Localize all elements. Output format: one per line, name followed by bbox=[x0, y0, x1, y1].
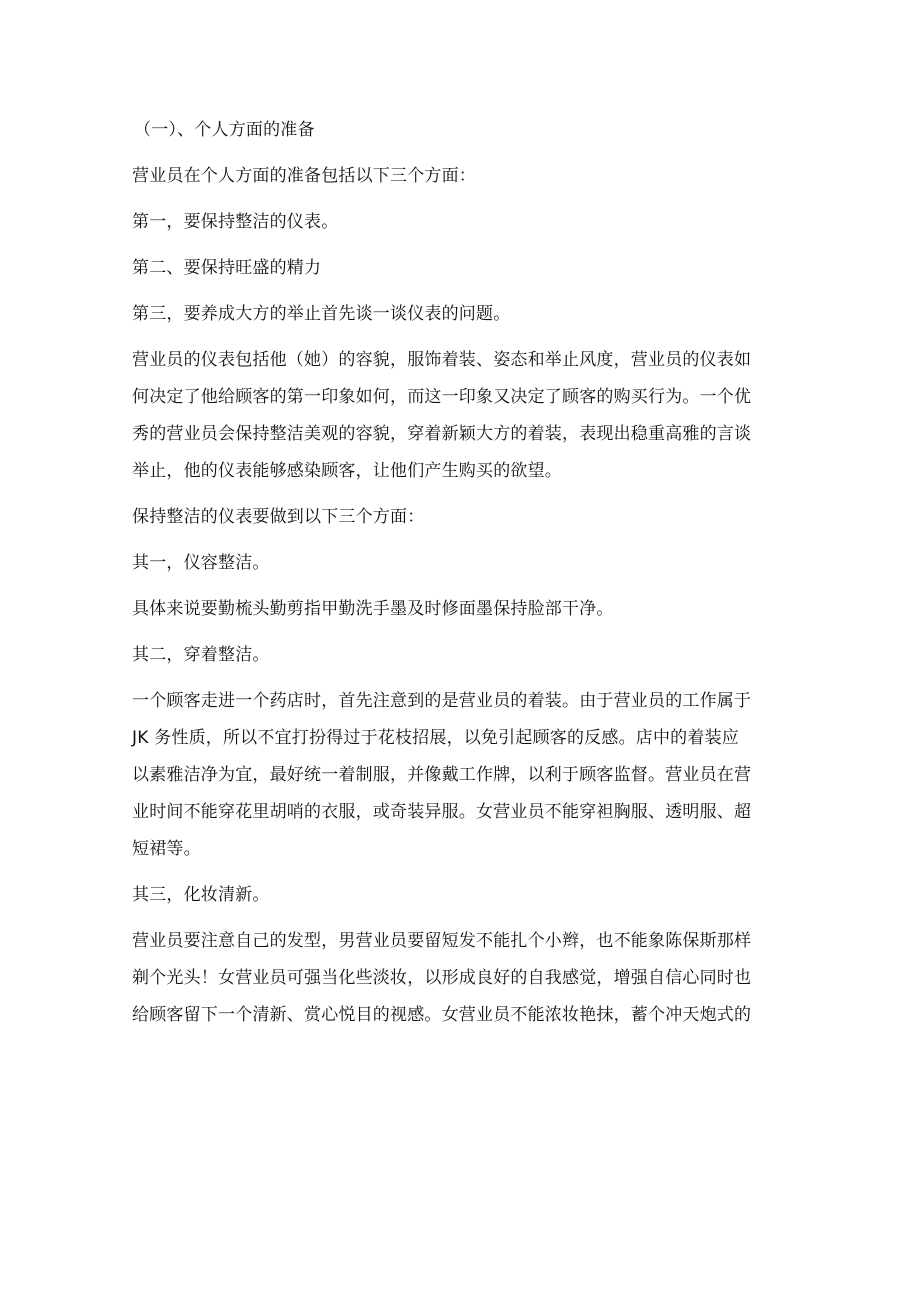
section-heading bbox=[134, 112, 796, 149]
text-line: 第三，要养成大方的举止首先谈一谈仪表的问题。 bbox=[132, 304, 511, 324]
paragraph-point-1 bbox=[132, 204, 796, 241]
paragraph-sub-3-detail bbox=[132, 923, 796, 1034]
paragraph-sub-1-detail bbox=[132, 591, 796, 628]
paragraph-appearance bbox=[132, 342, 796, 490]
text-line: 短裙等。 bbox=[132, 839, 201, 859]
text-line: JK 务性质，所以不宜打扮得过于花枝招展，以免引起顾客的反感。店中的着装应 bbox=[132, 728, 739, 748]
text-line: 给顾客留下一个清新、赏心悦目的视感。女营业员不能浓妆艳抹，蓄个冲天炮式的 bbox=[132, 1005, 752, 1025]
paragraph-sub-2 bbox=[132, 637, 796, 674]
text-line: 第二、要保持旺盛的精力 bbox=[132, 258, 322, 278]
text-line: 剃个光头！女营业员可强当化些淡妆，以形成良好的自我感觉，增强自信心同时也 bbox=[132, 968, 752, 988]
text-line: （一）、个人方面的准备 bbox=[134, 120, 315, 140]
text-line: 其二，穿着整洁。 bbox=[132, 645, 270, 665]
text-line: 其三，化妆清新。 bbox=[132, 885, 270, 905]
document-body bbox=[132, 112, 796, 1043]
text-line: 以素雅洁净为宜，最好统一着制服，并像戴工作牌，以利于顾客监督。营业员在营 bbox=[132, 765, 752, 785]
text-line: 具体来说要勤梳头勤剪指甲勤洗手墨及时修面墨保持脸部干净。 bbox=[132, 599, 614, 619]
text-line: 业时间不能穿花里胡哨的衣服，或奇装异服。女营业员不能穿袒胸服、透明服、超 bbox=[132, 802, 752, 822]
text-line: 营业员在个人方面的准备包括以下三个方面： bbox=[132, 166, 476, 186]
text-line: 营业员的仪表包括他（她）的容貌，服饰着装、姿态和举止风度，营业员的仪表如 bbox=[132, 350, 752, 370]
paragraph-point-2 bbox=[132, 250, 796, 287]
text-line: 秀的营业员会保持整洁美观的容貌，穿着新颖大方的着装，表现出稳重高雅的言谈 bbox=[132, 424, 752, 444]
paragraph-tidy-intro bbox=[132, 499, 796, 536]
text-line: 何决定了他给顾客的第一印象如何，而这一印象又决定了顾客的购买行为。一个优 bbox=[132, 387, 752, 407]
text-line: 一个顾客走进一个药店时，首先注意到的是营业员的着装。由于营业员的工作属于 bbox=[132, 691, 752, 711]
text-line: 保持整洁的仪表要做到以下三个方面： bbox=[132, 507, 425, 527]
text-line: 第一，要保持整洁的仪表。 bbox=[132, 212, 339, 232]
paragraph-sub-3 bbox=[132, 877, 796, 914]
text-line: 其一，仪容整洁。 bbox=[132, 553, 270, 573]
paragraph-intro bbox=[132, 158, 796, 195]
text-line: 举止，他的仪表能够感染顾客，让他们产生购买的欲望。 bbox=[132, 461, 562, 481]
paragraph-sub-2-detail bbox=[132, 683, 796, 868]
text-line: 营业员要注意自己的发型，男营业员要留短发不能扎个小辫，也不能象陈保斯那样 bbox=[132, 931, 752, 951]
paragraph-point-3 bbox=[132, 296, 796, 333]
paragraph-sub-1 bbox=[132, 545, 796, 582]
